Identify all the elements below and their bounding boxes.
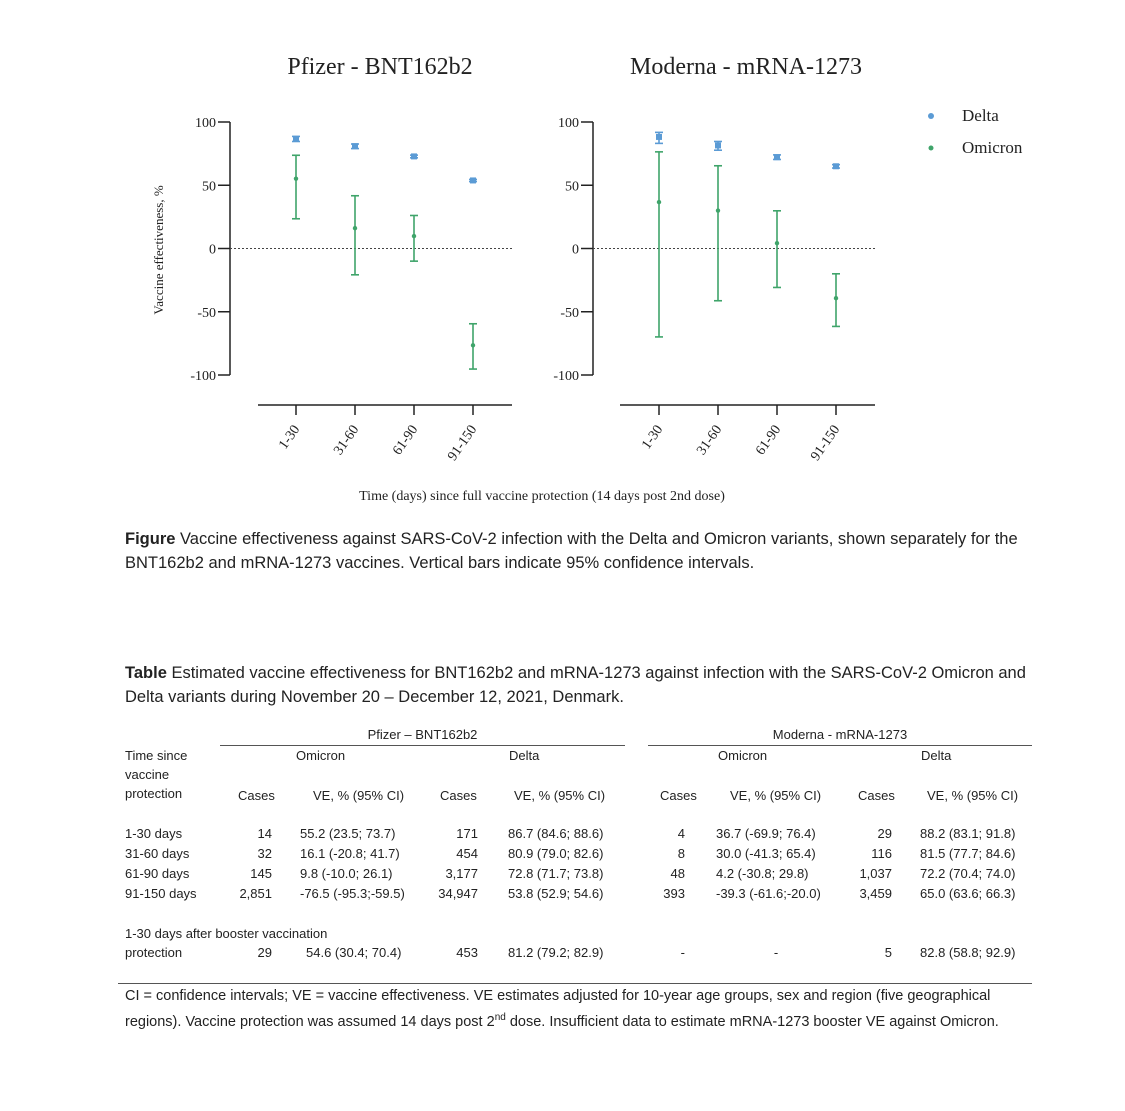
subheader-pfizer-omicron: Omicron <box>296 748 346 763</box>
table-cell: 81.5 (77.7; 84.6) <box>920 846 1016 861</box>
y-tick-label: 0 <box>572 242 579 258</box>
y-tick-label: 0 <box>209 242 216 258</box>
group-header-pfizer: Pfizer – BNT162b2 <box>367 727 478 742</box>
table-cell: 31-60 days <box>125 846 190 861</box>
y-tick-label: 50 <box>565 179 579 195</box>
table-cell: 54.6 (30.4; 70.4) <box>306 945 402 960</box>
y-tick-label: 100 <box>195 116 216 131</box>
legend-omicron-marker <box>929 146 934 151</box>
table-cell: 116 <box>871 846 892 861</box>
delta-point <box>774 154 780 160</box>
table-cell: 32 <box>257 846 272 861</box>
y-tick-label: 100 <box>558 116 579 131</box>
delta-point <box>833 163 839 169</box>
table-cell: 9.8 (-10.0; 26.1) <box>300 866 393 881</box>
omicron-point <box>294 176 298 180</box>
group-rule-pfizer <box>220 745 625 746</box>
table-cell: 61-90 days <box>125 866 190 881</box>
chart-panel-pfizer <box>190 116 512 464</box>
group-rule-moderna <box>648 745 1032 746</box>
panel-title-pfizer: Pfizer - BNT162b2 <box>287 54 473 80</box>
col-header-ve: VE, % (95% CI) <box>514 788 606 803</box>
y-tick-label: 50 <box>202 179 216 195</box>
subheader-pfizer-delta: Delta <box>509 748 540 763</box>
table-cell: 5 <box>884 945 892 960</box>
panel-title-moderna: Moderna - mRNA-1273 <box>630 54 862 80</box>
group-header-moderna: Moderna - mRNA-1273 <box>772 727 908 742</box>
table-cell: - <box>773 945 779 960</box>
col-header-cases: Cases <box>660 788 697 803</box>
delta-point <box>293 136 299 142</box>
figure-caption-label: Figure <box>125 530 176 548</box>
footnote-text-1: CI = confidence intervals; VE = vaccine effectiveness. VE estimates adjusted for 10-year age groups, sex and region (five geographical regions). Vaccine protection was assumed 14 days post 2 <box>125 988 991 1030</box>
table-cell: 14 <box>257 826 272 841</box>
table-cell: 4 <box>677 826 685 841</box>
omicron-point <box>657 200 661 204</box>
table-cell: 82.8 (58.8; 92.9) <box>920 945 1016 960</box>
x-tick-label: 1-30 <box>276 422 304 453</box>
table-cell: 2,851 <box>239 886 272 901</box>
table-cell: -39.3 (-61.6;-20.0) <box>716 886 821 901</box>
col-header-cases: Cases <box>238 788 275 803</box>
x-tick-label: 61-90 <box>753 422 785 459</box>
y-axis-label: Vaccine effectiveness, % <box>151 185 166 315</box>
x-tick-label: 31-60 <box>694 422 726 459</box>
legend-omicron-label: Omicron <box>962 138 1023 157</box>
legend-delta-label: Delta <box>962 106 999 125</box>
table-cell: 88.2 (83.1; 91.8) <box>920 826 1016 841</box>
table-cell: 30.0 (-41.3; 65.4) <box>716 846 816 861</box>
omicron-point <box>834 296 838 300</box>
delta-point <box>715 142 721 148</box>
omicron-point <box>716 208 720 212</box>
table-cell: 16.1 (-20.8; 41.7) <box>300 846 400 861</box>
table-cell: 4.2 (-30.8; 29.8) <box>716 866 809 881</box>
chart-panel-moderna <box>553 116 875 464</box>
omicron-point <box>471 343 475 347</box>
table-footnote <box>125 985 1040 1033</box>
table-cell: 34,947 <box>438 886 478 901</box>
table-cell: -76.5 (-95.3;-59.5) <box>300 886 405 901</box>
table-cell: 1-30 days <box>125 826 183 841</box>
y-tick-label: -100 <box>553 369 579 384</box>
table-cell: 55.2 (23.5; 73.7) <box>300 826 396 841</box>
table-cell: 8 <box>677 846 685 861</box>
figure <box>0 0 1125 515</box>
header-time-3: protection <box>125 786 183 801</box>
table-cell: 81.2 (79.2; 82.9) <box>508 945 604 960</box>
table-caption-label: Table <box>125 664 167 682</box>
footnote-superscript: nd <box>494 1012 506 1023</box>
table-cell: 86.7 (84.6; 88.6) <box>508 826 604 841</box>
x-tick-label: 91-150 <box>445 422 481 464</box>
table-cell: protection <box>125 945 183 960</box>
legend-delta-marker <box>928 113 934 119</box>
table-cell: 393 <box>663 886 685 901</box>
delta-point <box>470 177 476 183</box>
table-bottom-rule <box>118 983 1032 984</box>
x-tick-label: 1-30 <box>639 422 667 453</box>
table-cell: 72.2 (70.4; 74.0) <box>920 866 1016 881</box>
col-header-cases: Cases <box>440 788 477 803</box>
table-cell: 29 <box>877 826 892 841</box>
delta-point <box>656 134 662 140</box>
x-axis-label: Time (days) since full vaccine protection (14 days post 2nd dose) <box>359 489 725 504</box>
table-cell: 65.0 (63.6; 66.3) <box>920 886 1016 901</box>
delta-point <box>352 143 358 149</box>
figure-caption <box>125 527 1045 575</box>
table-cell: 171 <box>456 826 478 841</box>
omicron-point <box>412 234 416 238</box>
table-caption <box>125 661 1045 709</box>
col-header-ve: VE, % (95% CI) <box>313 788 405 803</box>
col-header-cases: Cases <box>858 788 895 803</box>
table-cell: 53.8 (52.9; 54.6) <box>508 886 604 901</box>
col-header-ve: VE, % (95% CI) <box>927 788 1019 803</box>
footnote-text-2: dose. Insufficient data to estimate mRNA-1273 booster VE against Omicron. <box>505 1013 999 1030</box>
table-cell: 454 <box>456 846 478 861</box>
table-cell: - <box>680 945 685 960</box>
omicron-point <box>775 241 779 245</box>
table-cell: 3,459 <box>859 886 892 901</box>
subheader-moderna-delta: Delta <box>921 748 952 763</box>
table-cell: 91-150 days <box>125 886 197 901</box>
omicron-point <box>353 226 357 230</box>
table-cell: 29 <box>257 945 272 960</box>
table-cell: 145 <box>250 866 272 881</box>
table-cell: 3,177 <box>445 866 478 881</box>
y-tick-label: -50 <box>197 305 216 321</box>
table-cell: 453 <box>456 945 478 960</box>
table-cell: 48 <box>670 866 685 881</box>
header-time-2: vaccine <box>125 767 170 782</box>
y-tick-label: -100 <box>190 369 216 384</box>
table-cell: 36.7 (-69.9; 76.4) <box>716 826 816 841</box>
subheader-moderna-omicron: Omicron <box>718 748 768 763</box>
booster-label: 1-30 days after booster vaccination <box>125 926 328 941</box>
table-caption-text: Estimated vaccine effectiveness for BNT162b2 and mRNA-1273 against infection with the SARS-CoV-2 Omicron and Delta variants during November 20 – December 12, 2021, Denmark. <box>125 664 1026 706</box>
header-time-1: Time since <box>125 748 188 763</box>
table-cell: 80.9 (79.0; 82.6) <box>508 846 604 861</box>
table-cell: 1,037 <box>859 866 892 881</box>
x-tick-label: 91-150 <box>808 422 844 464</box>
col-header-ve: VE, % (95% CI) <box>730 788 822 803</box>
x-tick-label: 31-60 <box>331 422 363 459</box>
delta-point <box>411 153 417 159</box>
table-cell: 72.8 (71.7; 73.8) <box>508 866 604 881</box>
x-tick-label: 61-90 <box>390 422 422 459</box>
figure-caption-text: Vaccine effectiveness against SARS-CoV-2 infection with the Delta and Omicron variants, shown separately for the BNT162b2 and mRNA-1273 vaccines. Vertical bars indicate 95% confidence intervals. <box>125 530 1018 572</box>
y-tick-label: -50 <box>560 305 579 321</box>
